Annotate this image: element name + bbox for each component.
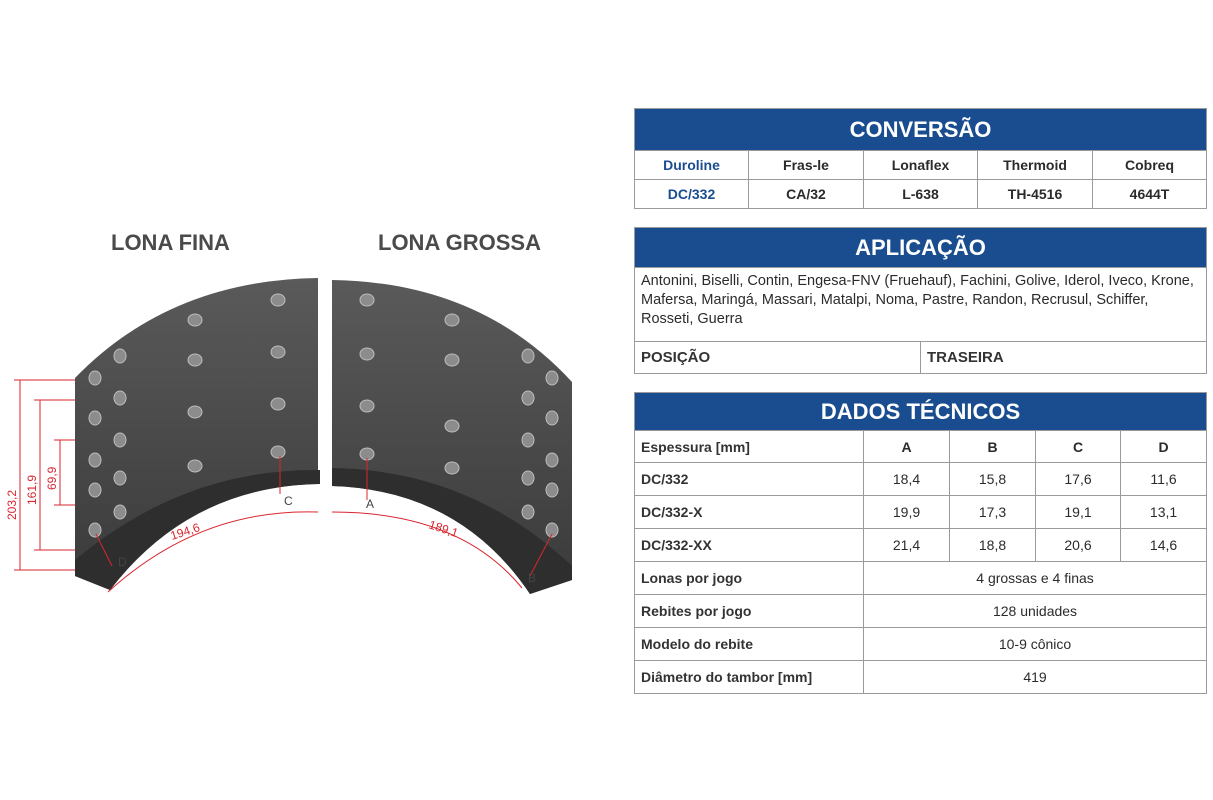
row-label: DC/332-XX	[635, 529, 864, 562]
dim-label-a: A	[366, 497, 375, 511]
row-label: DC/332	[635, 463, 864, 496]
table-row	[635, 463, 1207, 496]
cell-b: 18,8	[950, 529, 1036, 562]
col-d-header: D	[1121, 431, 1207, 463]
cell-c: 20,6	[1036, 529, 1121, 562]
table-row	[635, 496, 1207, 529]
code-cobreq: 4644T	[1093, 180, 1207, 209]
cell-d: 11,6	[1121, 463, 1207, 496]
dim-label-c: C	[284, 494, 293, 508]
row-value: 10-9 cônico	[864, 628, 1207, 661]
aplicacao-text: Antonini, Biselli, Contin, Engesa-FNV (Fruehauf), Fachini, Golive, Iderol, Iveco, Krone, Mafersa, Maringá, Massari, Matalpi, Noma, Pastre, Randon, Recrusul, Schiffer, Rosseti, Guerra	[635, 268, 1207, 342]
espessura-header: Espessura [mm]	[635, 431, 864, 463]
col-a-header: A	[864, 431, 950, 463]
cell-d: 13,1	[1121, 496, 1207, 529]
lona-fina-title: LONA FINA	[111, 230, 230, 255]
code-frasle: CA/32	[749, 180, 864, 209]
col-c-header: C	[1036, 431, 1121, 463]
table-row	[635, 661, 1207, 694]
brand-thermoid: Thermoid	[978, 151, 1093, 180]
brand-cobreq: Cobreq	[1093, 151, 1207, 180]
cell-d: 14,6	[1121, 529, 1207, 562]
row-label: Diâmetro do tambor [mm]	[635, 661, 864, 694]
dim-arc-fina: 194,6	[168, 520, 202, 543]
cell-b: 15,8	[950, 463, 1036, 496]
row-label: DC/332-X	[635, 496, 864, 529]
conversao-table	[634, 108, 1207, 209]
aplicacao-title: APLICAÇÃO	[635, 228, 1207, 268]
dim-label-d: D	[118, 555, 127, 569]
dim-arc-grossa: 189,1	[427, 517, 460, 541]
table-row	[635, 595, 1207, 628]
table-row	[635, 562, 1207, 595]
dados-title: DADOS TÉCNICOS	[635, 393, 1207, 431]
brand-lonaflex: Lonaflex	[864, 151, 978, 180]
col-b-header: B	[950, 431, 1036, 463]
row-value: 419	[864, 661, 1207, 694]
lona-grossa-title: LONA GROSSA	[378, 230, 541, 255]
dados-tecnicos-table	[634, 392, 1207, 694]
brand-frasle: Fras-le	[749, 151, 864, 180]
dim-label-b: B	[528, 571, 537, 585]
cell-c: 19,1	[1036, 496, 1121, 529]
cell-a: 19,9	[864, 496, 950, 529]
dim-h3: 69,9	[45, 466, 59, 490]
row-label: Lonas por jogo	[635, 562, 864, 595]
code-duroline: DC/332	[635, 180, 749, 209]
posicao-value: TRASEIRA	[921, 342, 1207, 374]
cell-c: 17,6	[1036, 463, 1121, 496]
dim-h2: 161,9	[25, 474, 39, 505]
brake-lining-drawing	[0, 250, 600, 610]
row-value: 128 unidades	[864, 595, 1207, 628]
cell-b: 17,3	[950, 496, 1036, 529]
code-thermoid: TH-4516	[978, 180, 1093, 209]
posicao-label: POSIÇÃO	[635, 342, 921, 374]
row-label: Modelo do rebite	[635, 628, 864, 661]
code-lonaflex: L-638	[864, 180, 978, 209]
brand-duroline: Duroline	[635, 151, 749, 180]
table-row	[635, 529, 1207, 562]
conversao-title: CONVERSÃO	[635, 109, 1207, 151]
row-value: 4 grossas e 4 finas	[864, 562, 1207, 595]
cell-a: 21,4	[864, 529, 950, 562]
aplicacao-table	[634, 227, 1207, 374]
table-row	[635, 628, 1207, 661]
dim-h1: 203,2	[5, 489, 19, 520]
row-label: Rebites por jogo	[635, 595, 864, 628]
cell-a: 18,4	[864, 463, 950, 496]
